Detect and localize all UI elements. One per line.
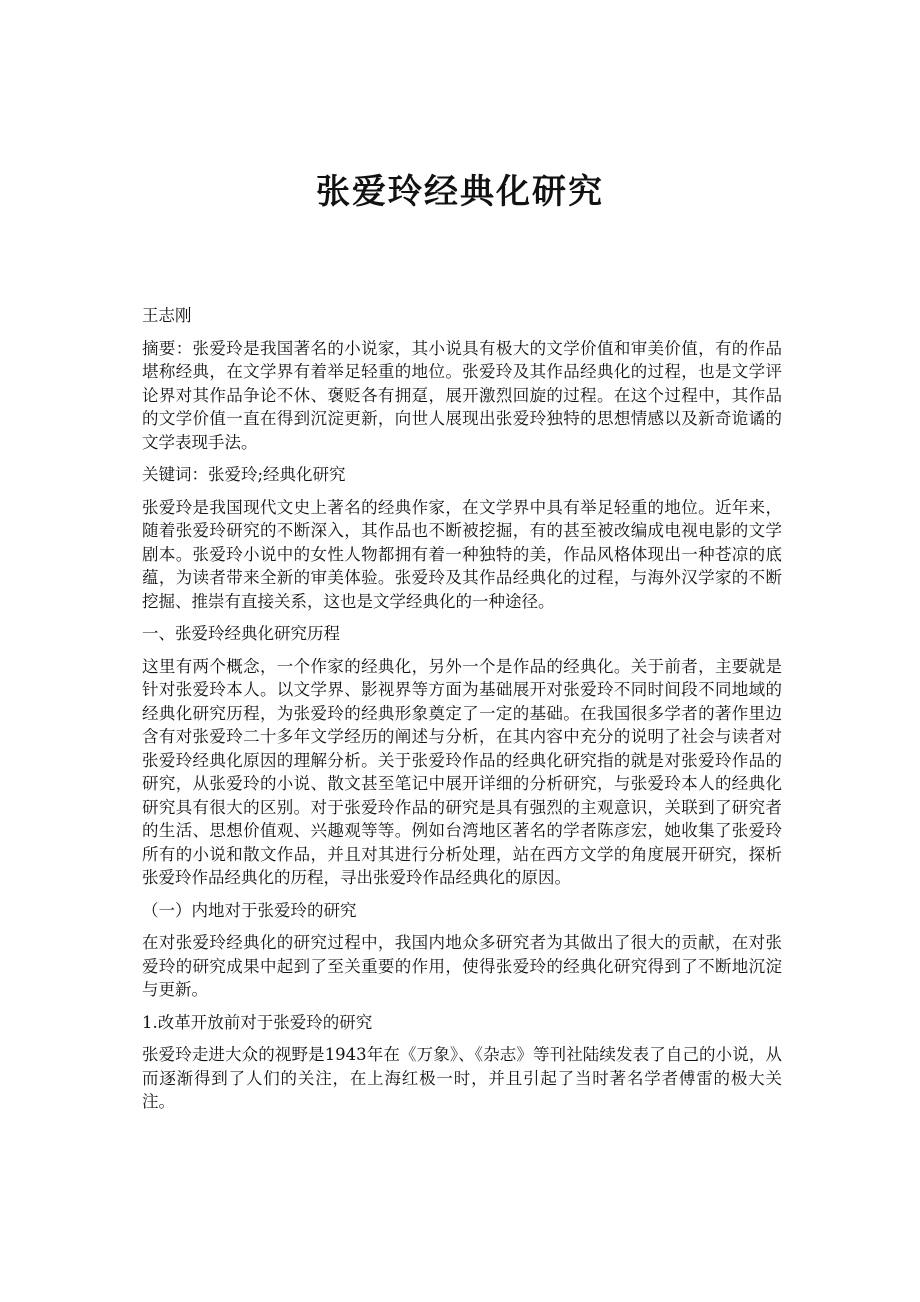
author-name: 王志刚 <box>142 306 192 325</box>
subsubsection-paragraph: 张爱玲走进大众的视野是1943年在《万象》、《杂志》等刊社陆续发表了自己的小说，从而逐渐得到了人们的关注，在上海红极一时，并且引起了当时著名学者傅雷的极大关注。 <box>142 1045 782 1111</box>
keywords-line: 关键词：张爱玲;经典化研究 <box>142 465 346 484</box>
intro-paragraph: 张爱玲是我国现代文史上著名的经典作家，在文学界中具有举足轻重的地位。近年来，随着张爱玲研究的不断深入，其作品也不断被挖掘，有的甚至被改编成电视电影的文学剧本。张爱玲小说中的女性人物都拥有着一种独特的美，作品风格体现出一种苍凉的底蕴，为读者带来全新的审美体验。张爱玲及其作品经典化的过程，与海外汉学家的不断挖掘、推崇有直接关系，这也是文学经典化的一种途径。 <box>142 497 782 611</box>
subsubsection-heading: 1.改革开放前对于张爱玲的研究 <box>142 1012 373 1032</box>
subsection-paragraph: 在对张爱玲经典化的研究过程中，我国内地众多研究者为其做出了很大的贡献，在对张爱玲的研究成果中起到了至关重要的作用，使得张爱玲的经典化研究得到了不断地沉淀与更新。 <box>142 933 782 999</box>
section-paragraph: 这里有两个概念，一个作家的经典化，另外一个是作品的经典化。关于前者，主要就是针对张爱玲本人。以文学界、影视界等方面为基础展开对张爱玲不同时间段不同地域的经典化研究历程，为张爱玲的经典形象奠定了一定的基础。在我国很多学者的著作里边含有对张爱玲二十多年文学经历的阐述与分析，在其内容中充分的说明了社会与读者对张爱玲经典化原因的理解分析。关于张爱玲作品的经典化研究指的就是对张爱玲作品的研究，从张爱玲的小说、散文甚至笔记中展开详细的分析研究，与张爱玲本人的经典化研究具有很大的区别。对于张爱玲作品的研究是具有强烈的主观意识，关联到了研究者的生活、思想价值观、兴趣观等等。例如台湾地区著名的学者陈彦宏，她收集了张爱玲所有的小说和散文作品，并且对其进行分析处理，站在西方文学的角度展开研究，探析张爱玲作品经典化的历程，寻出张爱玲作品经典化的原因。 <box>142 656 782 887</box>
abstract-paragraph: 摘要：张爱玲是我国著名的小说家，其小说具有极大的文学价值和审美价值，有的作品堪称经典，在文学界有着举足轻重的地位。张爱玲及其作品经典化的过程，也是文学评论界对其作品争论不休、褒贬各有拥趸，展开激烈回旋的过程。在这个过程中，其作品的文学价值一直在得到沉淀更新，向世人展现出张爱玲独特的思想情感以及新奇诡谲的文学表现手法。 <box>142 338 782 452</box>
subsection-heading: （一）内地对于张爱玲的研究 <box>142 900 357 920</box>
page-title: 张爱玲经典化研究 <box>316 172 604 212</box>
document-body <box>142 304 782 1123</box>
section-heading: 一、张爱玲经典化研究历程 <box>142 624 340 643</box>
